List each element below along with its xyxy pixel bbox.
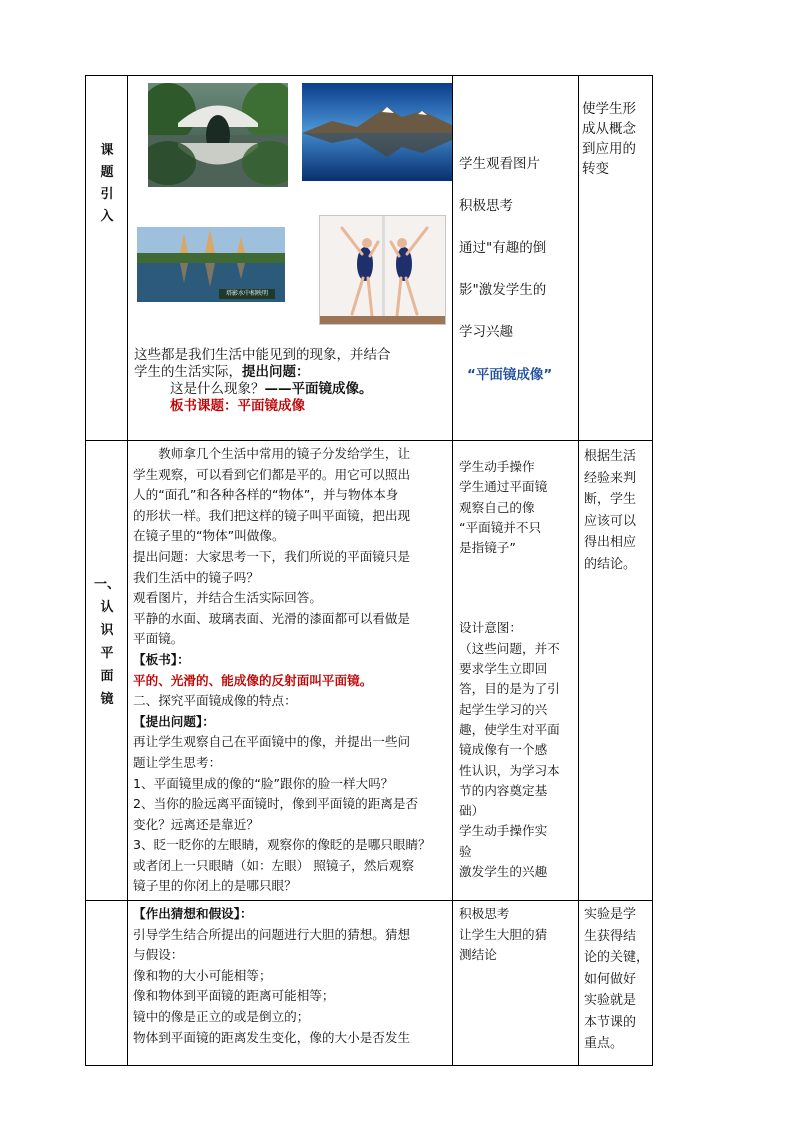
body-line: 再让学生观察自己在平面镜中的像，并提出一些问 <box>133 734 411 750</box>
body-line: 这些都是我们生活中能见到的现象，并结合 <box>134 347 391 363</box>
body-line: 变化？远离还是靠近？ <box>133 816 259 832</box>
student-line: “平面镜并不只 <box>459 519 542 535</box>
row2-label <box>86 573 128 711</box>
student-line: 础） <box>459 803 485 819</box>
row1-intent-text <box>582 99 652 179</box>
student-line: 是指镜子” <box>459 540 516 556</box>
row1-student-cell <box>453 76 579 441</box>
body-line: 二、探究平面镜成像的特点： <box>133 693 297 709</box>
row2-content-cell <box>128 441 453 901</box>
student-line: 起学生学习的兴 <box>459 701 548 717</box>
student-line: 答，目的是为了引 <box>459 681 560 697</box>
label-char: 认 <box>100 600 114 615</box>
row1-student-text <box>459 156 577 384</box>
pagoda-reflection-photo <box>137 227 285 302</box>
row1-intent-cell <box>579 76 653 441</box>
body-line: 观看图片，并结合生活实际回答。 <box>133 590 322 606</box>
student-line: 让学生大胆的猜 <box>459 926 548 942</box>
intent-line: 实验是学 <box>584 907 637 922</box>
student-line: 趣，使学生对平面 <box>459 721 560 737</box>
body-line: 平面镜。 <box>133 631 184 647</box>
body-line: 在镜子里的“物体”叫做像。 <box>133 528 285 544</box>
label-char: 识 <box>100 623 114 638</box>
student-line: 测结论 <box>459 947 497 963</box>
body-line: 教师拿几个生活中常用的镜子分发给学生，让 <box>133 446 411 461</box>
mountain-lake-photo <box>302 83 452 181</box>
row3-student-cell <box>453 901 579 1066</box>
student-line: 学习兴趣 <box>459 324 513 340</box>
student-line: 通过"有趣的倒 <box>459 240 547 256</box>
body-line: 镜子里的你闭上的是哪只眼？ <box>133 878 297 894</box>
body-line-bold: ——平面镜成像。 <box>264 381 373 397</box>
student-line: 学生观看图片 <box>459 156 540 172</box>
student-line: 积极思考 <box>459 198 513 214</box>
body-line: 或者闭上一只眼睛（如：左眼） 照镜子，然后观察 <box>133 857 415 873</box>
student-line: 验 <box>459 843 472 859</box>
intent-line: 的结论。 <box>584 556 637 572</box>
intent-line: 本节课的 <box>584 1014 637 1030</box>
intent-line: 实验就是 <box>584 993 637 1008</box>
intent-line: 使学生形 <box>582 101 636 117</box>
intent-line: 断，学生 <box>584 492 637 507</box>
label-char: 平 <box>100 646 114 661</box>
body-line: 与假设： <box>133 947 184 963</box>
row1-body-text <box>134 347 452 415</box>
intent-line: 到应用的 <box>582 141 636 157</box>
row2-student-cell <box>453 441 579 901</box>
student-line: 学生通过平面镜 <box>459 479 548 495</box>
label-char: 镜 <box>100 692 114 707</box>
row2-student-text <box>459 457 577 882</box>
row1-content-cell <box>128 76 453 441</box>
body-line: 平静的水面、玻璃表面、光滑的漆面都可以看做是 <box>133 610 411 626</box>
intent-line: 经验来判 <box>584 470 637 486</box>
label-char: 入 <box>100 209 114 224</box>
student-line: 要求学生立即回 <box>459 661 548 677</box>
body-line: 学生的生活实际， <box>134 364 242 380</box>
body-line: 提出问题：大家思考一下，我们所说的平面镜只是 <box>133 548 411 564</box>
student-line: 积极思考 <box>459 906 510 921</box>
student-line: 性认识，为学习本 <box>459 762 560 778</box>
intent-line: 成从概念 <box>582 121 636 137</box>
lesson-plan-table <box>85 75 653 1066</box>
board-title: 板书课题：平面镜成像 <box>170 398 305 414</box>
row3-intent-text <box>584 904 652 1055</box>
intent-line: 重点。 <box>584 1036 624 1051</box>
intent-line: 生获得结 <box>584 928 637 944</box>
hypothesis-2: 像和物体到平面镜的距离可能相等； <box>133 988 335 1004</box>
intent-line: 论的关键， <box>584 950 650 965</box>
body-line: 题让学生思考： <box>133 754 222 770</box>
section-heading: 【提出问题】： <box>133 713 215 729</box>
student-highlight: “平面镜成像” <box>467 367 553 383</box>
label-char: 面 <box>100 669 114 684</box>
row3-intent-cell <box>579 901 653 1066</box>
body-line: 这是什么现象？ <box>170 381 265 397</box>
intent-line: 转变 <box>582 161 609 177</box>
question-3: 3、眨一眨你的左眼睛，观察你的像眨的是哪只眼睛？ <box>133 837 431 853</box>
row3-label-cell <box>86 901 128 1066</box>
design-intent-heading: 设计意图： <box>459 620 522 636</box>
label-char: 题 <box>100 165 114 180</box>
hypothesis-3: 镜中的像是正立的或是倒立的； <box>133 1008 310 1024</box>
row2-body-text <box>133 444 451 897</box>
label-char: 引 <box>100 187 114 202</box>
question-2: 2、当你的脸远离平面镜时，像到平面镜的距离是否 <box>133 796 419 812</box>
pagoda-caption: 塔影水中相映明 <box>225 290 268 297</box>
student-line: 激发学生的兴趣 <box>459 864 548 880</box>
body-line: 人的“面孔”和各种各样的“物体”，并与物体本身 <box>133 487 399 503</box>
student-line: 镜成像有一个感 <box>459 742 548 758</box>
question-1: 1、平面镜里成的像的“脸”跟你的脸一样大吗？ <box>133 775 394 791</box>
row2-label-cell <box>86 441 128 901</box>
row2-intent-text <box>584 446 652 575</box>
intent-line: 根据生活 <box>584 449 637 464</box>
row1-label-cell <box>86 76 128 441</box>
body-line-bold: 提出问题： <box>242 364 310 380</box>
gymnasts-mirror-photo <box>319 215 446 325</box>
row2-intent-cell <box>579 441 653 901</box>
intent-line: 应该可以 <box>584 513 637 529</box>
student-line: 学生动手操作 <box>459 459 535 474</box>
board-note-heading: 【板书】： <box>133 651 190 667</box>
student-line: 影"激发学生的 <box>459 282 547 298</box>
label-char: 课 <box>100 143 114 158</box>
row3-content-cell <box>128 901 453 1066</box>
hypothesis-1: 像和物的大小可能相等； <box>133 967 272 983</box>
row1-label <box>86 140 128 228</box>
body-line: 的形状一样。我们把这样的镜子叫平面镜，把出现 <box>133 507 411 523</box>
intent-line: 如何做好 <box>584 971 637 987</box>
row3-student-text <box>459 904 577 966</box>
board-note: 平的、光滑的、能成像的反射面叫平面镜。 <box>133 672 373 688</box>
student-line: （这些问题，并不 <box>459 640 560 656</box>
body-line: 学生观察，可以看到它们都是平的。用它可以照出 <box>133 466 411 482</box>
student-line: 观察自己的像 <box>459 499 535 515</box>
hypothesis-4: 物体到平面镜的距离发生变化，像的大小是否发生 <box>133 1029 411 1045</box>
body-line: 引导学生结合所提出的问题进行大胆的猜想。猜想 <box>133 926 411 942</box>
bridge-reflection-photo <box>148 83 288 187</box>
body-line: 我们生活中的镜子吗？ <box>133 569 259 585</box>
row3-body-text <box>133 904 451 1048</box>
student-line: 节的内容奠定基 <box>459 782 548 798</box>
intent-line: 得出相应 <box>584 535 637 550</box>
section-heading: 【作出猜想和假设】： <box>133 906 253 921</box>
label-char: 一、 <box>93 577 120 592</box>
student-line: 学生动手操作实 <box>459 823 548 839</box>
